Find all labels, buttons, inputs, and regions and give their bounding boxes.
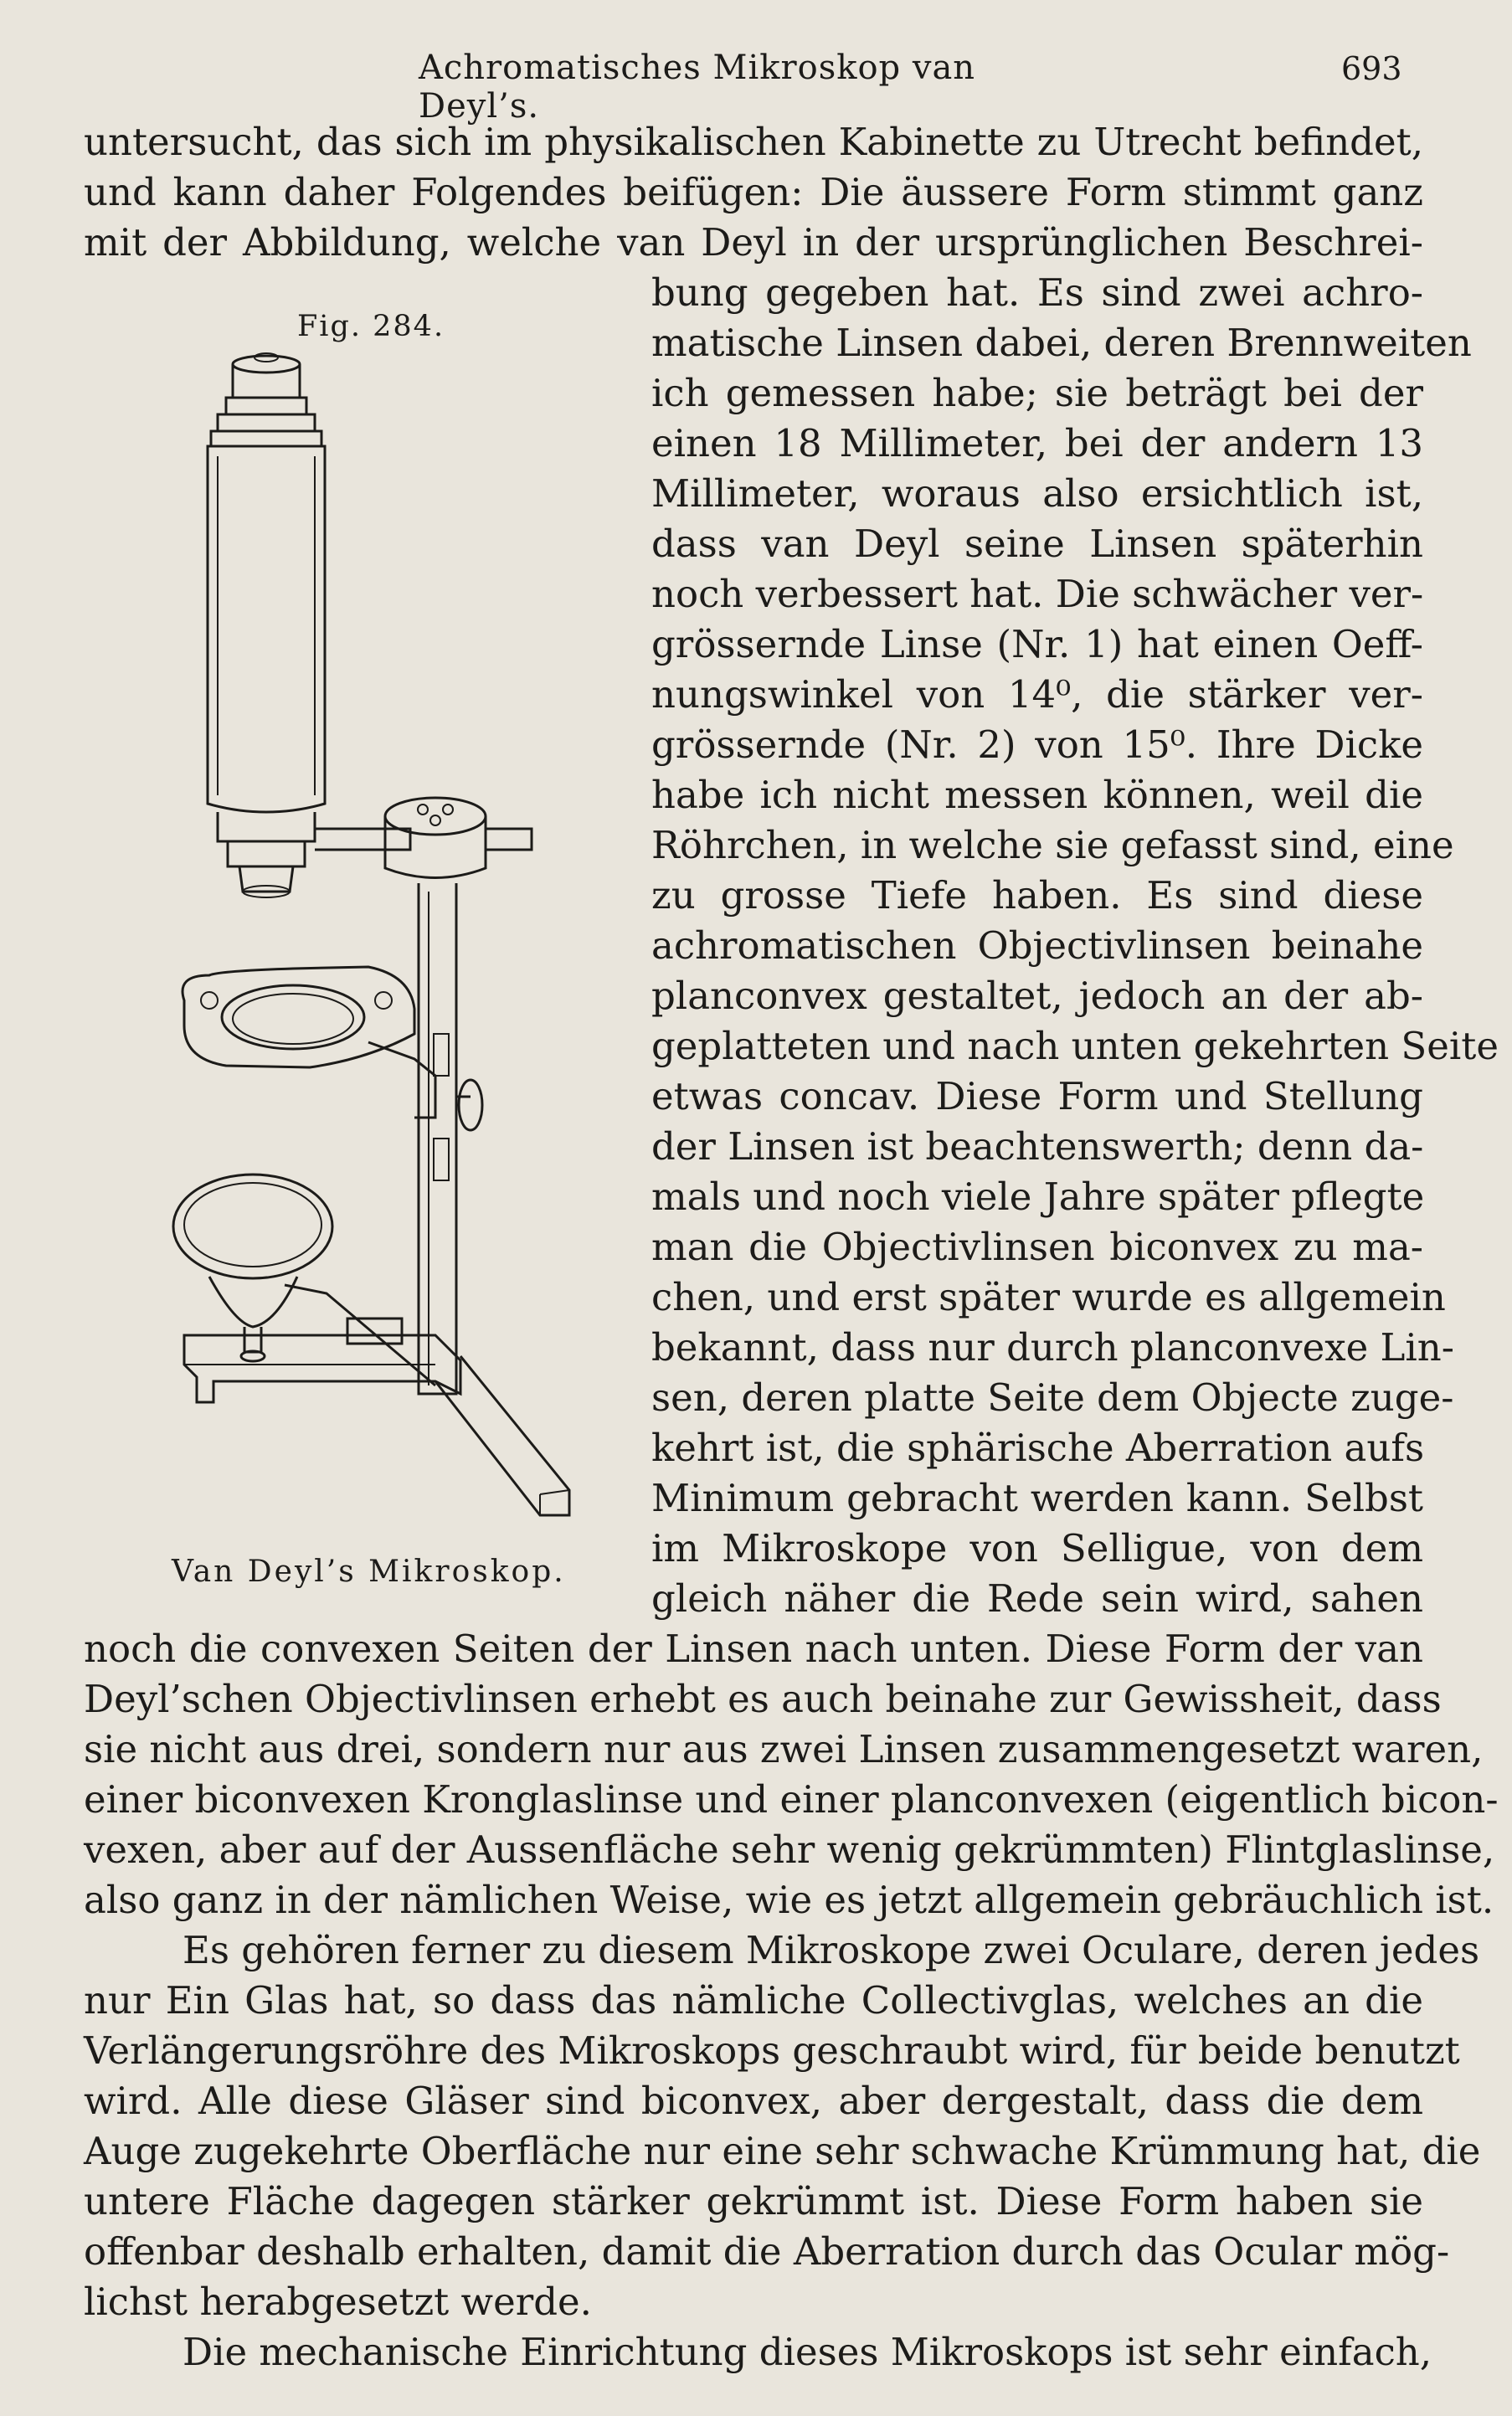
text-line: grössernde (Nr. 2) von 15⁰. Ihre Dicke xyxy=(651,722,1423,767)
text-line: vexen, aber auf der Aussenfläche sehr wenig gekrümmten) Flintglaslinse, xyxy=(84,1827,1495,1872)
text-line: geplatteten und nach unten gekehrten Seite xyxy=(651,1024,1499,1068)
text-line: Deyl’schen Objectivlinsen erhebt es auch beinahe zur Gewissheit, dass xyxy=(84,1677,1442,1721)
text-line: nur Ein Glas hat, so dass das nämliche Collectivglas, welches an die xyxy=(84,1978,1423,2023)
text-line: im Mikroskope von Selligue, von dem xyxy=(651,1526,1423,1570)
text-line: achromatischen Objectivlinsen beinahe xyxy=(651,923,1423,968)
running-header xyxy=(0,49,1512,126)
text-line: dass van Deyl seine Linsen späterhin xyxy=(651,522,1423,566)
text-line: Millimeter, woraus also ersichtlich ist, xyxy=(651,471,1423,516)
text-line: mals und noch viele Jahre später pflegte xyxy=(651,1175,1425,1219)
text-line: Röhrchen, in welche sie gefasst sind, eine xyxy=(651,823,1454,867)
text-line: man die Objectivlinsen biconvex zu ma- xyxy=(651,1225,1423,1269)
text-line: Es gehören ferner zu diesem Mikroskope zwei Oculare, deren jedes xyxy=(183,1928,1480,1972)
text-line: einer biconvexen Kronglaslinse und einer planconvexen (eigentlich bicon- xyxy=(84,1777,1499,1822)
text-line: offenbar deshalb erhalten, damit die Aberration durch das Ocular mög- xyxy=(84,2229,1450,2274)
text-line: bung gegeben hat. Es sind zwei achro- xyxy=(651,270,1423,315)
text-line: zu grosse Tiefe haben. Es sind diese xyxy=(651,873,1423,918)
text-line: kehrt ist, die sphärische Aberration aufs xyxy=(651,1426,1425,1470)
text-line: sie nicht aus drei, sondern nur aus zwei Linsen zusammengesetzt waren, xyxy=(84,1727,1484,1771)
text-line: nungswinkel von 14⁰, die stärker ver- xyxy=(651,672,1423,717)
text-line: bekannt, dass nur durch planconvexe Lin- xyxy=(651,1325,1454,1370)
text-line: lichst herabgesetzt werde. xyxy=(84,2280,592,2324)
text-line: einen 18 Millimeter, bei der andern 13 xyxy=(651,421,1423,465)
text-line: und kann daher Folgendes beifügen: Die äussere Form stimmt ganz xyxy=(84,170,1423,214)
text-line: gleich näher die Rede sein wird, sahen xyxy=(651,1576,1423,1621)
text-line: grössernde Linse (Nr. 1) hat einen Oeff- xyxy=(651,622,1423,666)
text-line: sen, deren platte Seite dem Objecte zuge- xyxy=(651,1375,1454,1420)
text-line: habe ich nicht messen können, weil die xyxy=(651,773,1423,817)
text-line: chen, und erst später wurde es allgemein xyxy=(651,1275,1446,1319)
text-line: Minimum gebracht werden kann. Selbst xyxy=(651,1476,1423,1520)
text-line: Die mechanische Einrichtung dieses Mikroskops ist sehr einfach, xyxy=(183,2330,1432,2374)
text-line: mit der Abbildung, welche van Deyl in der ursprünglichen Beschrei- xyxy=(84,220,1423,265)
text-line: noch die convexen Seiten der Linsen nach unten. Diese Form der van xyxy=(84,1627,1423,1671)
text-line: noch verbessert hat. Die schwächer ver- xyxy=(651,572,1424,616)
text-line: Auge zugekehrte Oberfläche nur eine sehr schwache Krümmung hat, die xyxy=(84,2129,1481,2173)
text-line: untere Fläche dagegen stärker gekrümmt ist. Diese Form haben sie xyxy=(84,2179,1423,2223)
text-line: der Linsen ist beachtenswerth; denn da- xyxy=(651,1124,1424,1169)
header-title: Achromatisches Mikroskop van Deyl’s. xyxy=(419,49,976,126)
text-line: also ganz in der nämlichen Weise, wie es jetzt allgemein gebräuchlich ist. xyxy=(84,1878,1494,1922)
text-line: matische Linsen dabei, deren Brennweiten xyxy=(651,321,1472,365)
text-line: planconvex gestaltet, jedoch an der ab- xyxy=(651,974,1423,1018)
text-line: wird. Alle diese Gläser sind biconvex, aber dergestalt, dass die dem xyxy=(84,2079,1423,2123)
text-line: untersucht, das sich im physikalischen Kabinette zu Utrecht befindet, xyxy=(84,120,1423,164)
microscope-drawing xyxy=(159,339,594,1545)
text-line: Verlängerungsröhre des Mikroskops geschraubt wird, für beide benutzt xyxy=(84,2028,1460,2073)
text-line: ich gemessen habe; sie beträgt bei der xyxy=(651,371,1423,415)
figure-label: Fig. 284. xyxy=(297,310,445,343)
figure-caption: Van Deyl’s Mikroskop. xyxy=(172,1555,566,1589)
text-line: etwas concav. Diese Form und Stellung xyxy=(651,1074,1423,1118)
microscope-illustration xyxy=(159,339,594,1545)
page-number: 693 xyxy=(1341,50,1402,87)
